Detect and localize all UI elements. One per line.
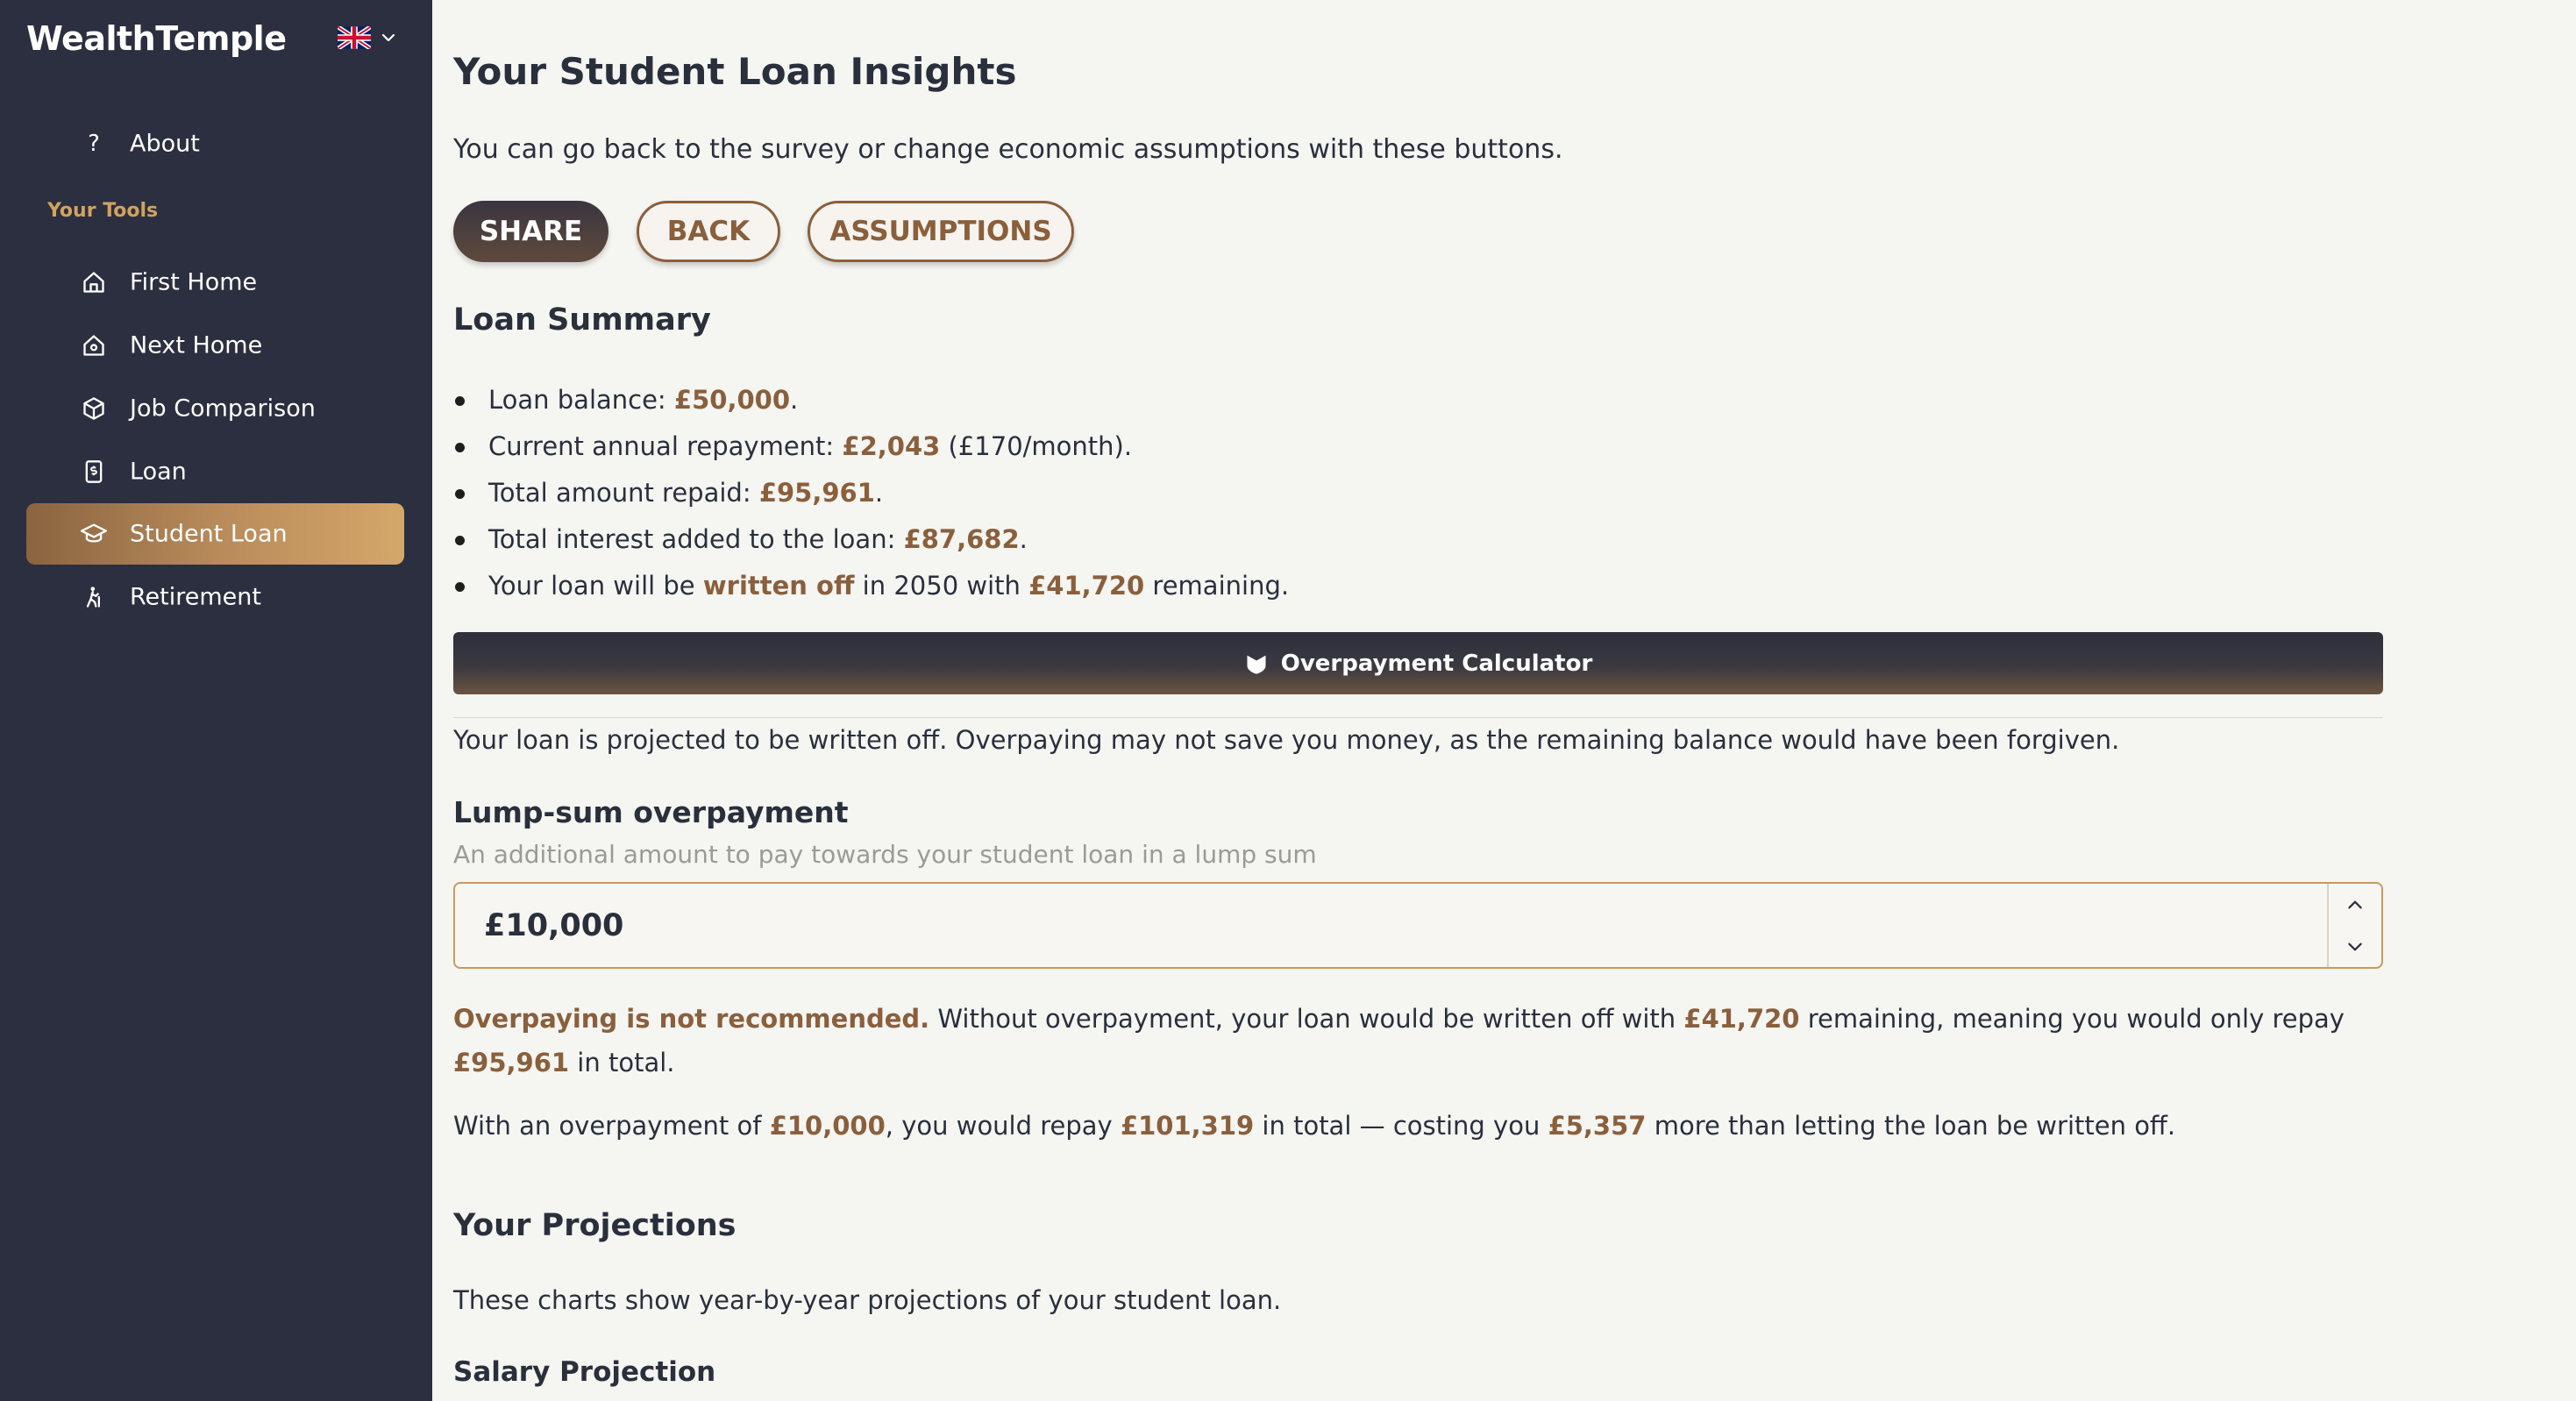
- writeoff-amount: £41,720: [1028, 571, 1145, 601]
- lump-sum-label: Lump-sum overpayment: [453, 795, 849, 829]
- language-selector[interactable]: [338, 26, 397, 49]
- document-dollar-icon: [81, 459, 107, 485]
- result-part: in total — costing you: [1254, 1111, 1548, 1141]
- sidebar-item-label: Student Loan: [130, 520, 288, 548]
- share-button[interactable]: SHARE: [453, 201, 608, 262]
- sidebar-item-label: Retirement: [130, 583, 261, 611]
- quantity-stepper: [2327, 884, 2381, 967]
- lump-sum-input[interactable]: [455, 884, 2323, 967]
- sidebar-item-label: First Home: [130, 268, 258, 296]
- home-icon: [81, 269, 107, 295]
- recommendation-part: in total.: [569, 1048, 675, 1077]
- increment-button[interactable]: [2329, 884, 2381, 925]
- list-item: Loan balance: £50,000.: [453, 377, 1289, 423]
- overpayment-calculator-header[interactable]: [453, 632, 2383, 694]
- repayment-value: £2,043: [842, 431, 941, 461]
- list-item: Total interest added to the loan: £87,682.: [453, 516, 1289, 563]
- overpayment-calculator-title: Overpayment Calculator: [1280, 650, 1593, 677]
- list-item: [453, 423, 1289, 470]
- sidebar-item-label: Job Comparison: [130, 395, 316, 423]
- writeoff-middle: in 2050 with: [854, 571, 1029, 601]
- total-repaid-label: Total amount repaid:: [488, 478, 759, 508]
- decrement-button[interactable]: [2329, 926, 2381, 967]
- sidebar-item-label: About: [130, 130, 200, 158]
- recommendation-strong: Overpaying is not recommended.: [453, 1004, 930, 1034]
- sidebar-item-label: Loan: [130, 458, 187, 486]
- result-total: £101,319: [1120, 1111, 1255, 1141]
- interest-label: Total interest added to the loan:: [488, 524, 904, 554]
- result-part: more than letting the loan be written off.: [1646, 1111, 2176, 1141]
- sidebar-item-about[interactable]: [26, 113, 404, 174]
- shield-check-icon: [1244, 651, 1269, 676]
- projections-heading: Your Projections: [453, 1208, 737, 1243]
- sidebar-item-student-loan[interactable]: [26, 503, 404, 565]
- chevron-up-icon: [2345, 895, 2365, 914]
- sidebar-item-job-comparison[interactable]: [26, 378, 404, 439]
- walking-person-icon: [81, 584, 107, 610]
- loan-summary-heading: Loan Summary: [453, 302, 711, 338]
- repayment-monthly: (£170/month).: [940, 431, 1133, 461]
- chevron-down-icon: [2345, 937, 2365, 957]
- brand-logo[interactable]: WealthTemple: [26, 19, 287, 58]
- writeoff-term: written off: [702, 571, 855, 601]
- recommendation-part: remaining, meaning you would only repay: [1799, 1004, 2345, 1034]
- list-item: Total amount repaid: £95,961.: [453, 470, 1289, 516]
- box-icon: [81, 395, 107, 422]
- sidebar-item-label: Next Home: [130, 331, 263, 359]
- recommendation-text: [453, 997, 2383, 1085]
- repayment-label: Current annual repayment:: [488, 431, 843, 461]
- page-title: Your Student Loan Insights: [453, 50, 1017, 93]
- result-overpayment: £10,000: [769, 1111, 886, 1141]
- recommendation-repay: £95,961: [453, 1048, 570, 1077]
- recommendation-part: Without overpayment, your loan would be written off with: [929, 1004, 1684, 1034]
- uk-flag-icon: [338, 26, 371, 49]
- writeoff-suffix: remaining.: [1144, 571, 1290, 601]
- graduation-cap-icon: [81, 521, 107, 547]
- projections-text: These charts show year-by-year projections of your student loan.: [453, 1285, 1282, 1315]
- result-cost: £5,357: [1548, 1111, 1647, 1141]
- recommendation-amount: £41,720: [1683, 1004, 1800, 1034]
- total-repaid-value: £95,961: [758, 478, 875, 508]
- assumptions-button[interactable]: ASSUMPTIONS: [808, 201, 1074, 262]
- sidebar-item-loan[interactable]: [26, 441, 404, 502]
- section-label-your-tools: Your Tools: [47, 200, 159, 222]
- sidebar-item-retirement[interactable]: [26, 566, 404, 628]
- loan-summary-list: [453, 377, 1289, 609]
- question-icon: ?: [88, 131, 100, 157]
- home-icon: [81, 332, 107, 359]
- interest-value: £87,682: [903, 524, 1020, 554]
- result-part: With an overpayment of: [453, 1111, 770, 1141]
- writeoff-note: Your loan is projected to be written off. Overpaying may not save you money, as the remaining balance would have been forgiven.: [453, 725, 2120, 755]
- balance-value: £50,000: [673, 385, 791, 415]
- balance-label: Loan balance:: [488, 385, 674, 415]
- result-part: , you would repay: [885, 1111, 1121, 1141]
- salary-projection-heading: Salary Projection: [453, 1356, 716, 1388]
- back-button[interactable]: BACK: [637, 201, 780, 262]
- lump-sum-field: [453, 882, 2383, 969]
- overpayment-result-text: [453, 1104, 2175, 1148]
- intro-text: You can go back to the survey or change economic assumptions with these buttons.: [453, 134, 1563, 165]
- list-item: [453, 563, 1289, 609]
- sidebar-item-first-home[interactable]: [26, 252, 404, 313]
- lump-sum-help: An additional amount to pay towards your student loan in a lump sum: [453, 840, 1317, 869]
- chevron-down-icon: [380, 29, 397, 46]
- writeoff-prefix: Your loan will be: [488, 571, 703, 601]
- sidebar: [0, 0, 432, 1401]
- sidebar-item-next-home[interactable]: [26, 315, 404, 376]
